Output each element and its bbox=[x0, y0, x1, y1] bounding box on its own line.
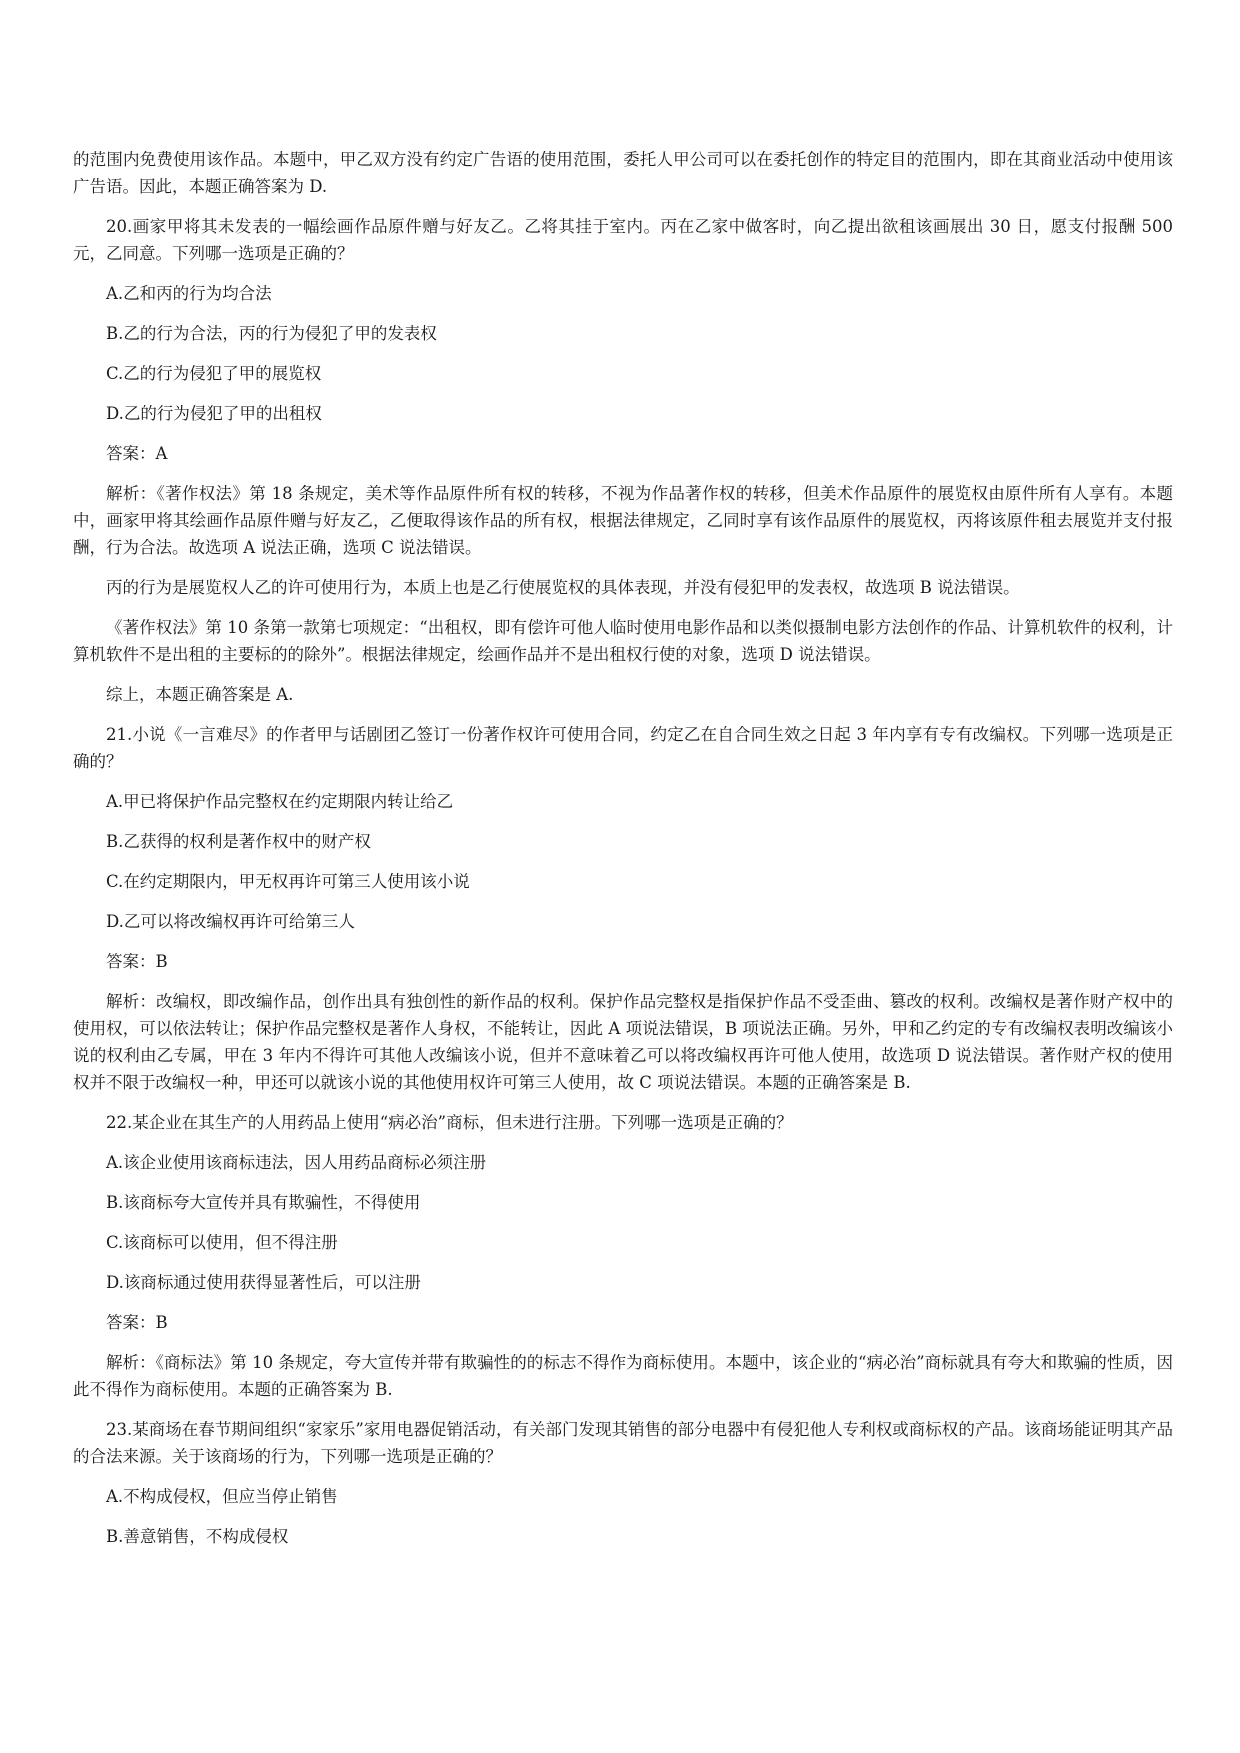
answer-20: 答案：A bbox=[106, 444, 168, 463]
option-20-c: C.乙的行为侵犯了甲的展览权 bbox=[106, 364, 322, 383]
question-20: 20.画家甲将其未发表的一幅绘画作品原件赠与好友乙。乙将其挂于室内。丙在乙家中做客时，向乙提出欲租该画展出 30 日，愿支付报酬 500 元，乙同意。下列哪一选项是正确的？ bbox=[73, 217, 1173, 263]
option-22-d: D.该商标通过使用获得显著性后，可以注册 bbox=[106, 1273, 421, 1292]
analysis-22: 解析：《商标法》第 10 条规定，夸大宣传并带有欺骗性的的标志不得作为商标使用。本题中，该企业的“病必治”商标就具有夸大和欺骗的性质，因此不得作为商标使用。本题的正确答案为 B. bbox=[73, 1353, 1173, 1399]
analysis-20-1: 解析：《著作权法》第 18 条规定，美术等作品原件所有权的转移，不视为作品著作权的转移，但美术作品原件的展览权由原件所有人享有。本题中，画家甲将其绘画作品原件赠与好友乙，乙便取得该作品的所有权，根据法律规定，乙同时享有该作品原件的展览权，丙将该原件租去展览并支付报酬，行为合法。故选项 A 说法正确，选项 C 说法错误。 bbox=[73, 484, 1173, 557]
option-22-a: A.该企业使用该商标违法，因人用药品商标必须注册 bbox=[106, 1153, 487, 1172]
option-20-d: D.乙的行为侵犯了甲的出租权 bbox=[106, 404, 322, 423]
option-23-b: B.善意销售，不构成侵权 bbox=[106, 1527, 289, 1546]
analysis-21: 解析：改编权，即改编作品，创作出具有独创性的新作品的权利。保护作品完整权是指保护作品不受歪曲、篡改的权利。改编权是著作财产权中的使用权，可以依法转让；保护作品完整权是著作人身权，不能转让，因此 A 项说法错误，B 项说法正确。另外，甲和乙约定的专有改编权表明改编该小说的权利由乙专属，甲在 3 年内不得许可其他人改编该小说，但并不意味着乙可以将改编权再许可他人使用，故选项 D 说法错误。著作财产权的使用权并不限于改编权一种，甲还可以就该小说的其他使用权许可第三人使用，故 C 项说法错误。本题的正确答案是 B. bbox=[73, 992, 1173, 1092]
question-21: 21.小说《一言难尽》的作者甲与话剧团乙签订一份著作权许可使用合同，约定乙在自合同生效之日起 3 年内享有专有改编权。下列哪一选项是正确的？ bbox=[73, 725, 1173, 771]
option-21-d: D.乙可以将改编权再许可给第三人 bbox=[106, 912, 355, 931]
analysis-20-4: 综上，本题正确答案是 A. bbox=[106, 685, 294, 704]
answer-22: 答案：B bbox=[106, 1313, 168, 1332]
question-23: 23.某商场在春节期间组织“家家乐”家用电器促销活动，有关部门发现其销售的部分电器中有侵犯他人专利权或商标权的产品。该商场能证明其产品的合法来源。关于该商场的行为，下列哪一选项是正确的？ bbox=[73, 1420, 1173, 1466]
analysis-20-2: 丙的行为是展览权人乙的许可使用行为，本质上也是乙行使展览权的具体表现，并没有侵犯甲的发表权，故选项 B 说法错误。 bbox=[106, 578, 1020, 597]
option-21-a: A.甲已将保护作品完整权在约定期限内转让给乙 bbox=[106, 792, 454, 811]
analysis-20-3: 《著作权法》第 10 条第一款第七项规定：“出租权，即有偿许可他人临时使用电影作品和以类似摄制电影方法创作的作品、计算机软件的权利，计算机软件不是出租的主要标的的除外”。根据法律规定，绘画作品并不是出租权行使的对象，选项 D 说法错误。 bbox=[73, 618, 1173, 664]
option-20-a: A.乙和丙的行为均合法 bbox=[106, 284, 272, 303]
option-20-b: B.乙的行为合法，丙的行为侵犯了甲的发表权 bbox=[106, 324, 437, 343]
option-22-b: B.该商标夸大宣传并具有欺骗性，不得使用 bbox=[106, 1193, 421, 1212]
answer-21: 答案：B bbox=[106, 952, 168, 971]
option-21-b: B.乙获得的权利是著作权中的财产权 bbox=[106, 832, 371, 851]
document-page bbox=[73, 146, 1173, 1563]
option-22-c: C.该商标可以使用，但不得注册 bbox=[106, 1233, 338, 1252]
option-23-a: A.不构成侵权，但应当停止销售 bbox=[106, 1487, 338, 1506]
paragraph-continuation: 的范围内免费使用该作品。本题中，甲乙双方没有约定广告语的使用范围，委托人甲公司可以在委托创作的特定目的范围内，即在其商业活动中使用该广告语。因此，本题正确答案为 D. bbox=[73, 150, 1173, 196]
question-22: 22.某企业在其生产的人用药品上使用“病必治”商标，但未进行注册。下列哪一选项是正确的？ bbox=[106, 1113, 793, 1132]
option-21-c: C.在约定期限内，甲无权再许可第三人使用该小说 bbox=[106, 872, 470, 891]
